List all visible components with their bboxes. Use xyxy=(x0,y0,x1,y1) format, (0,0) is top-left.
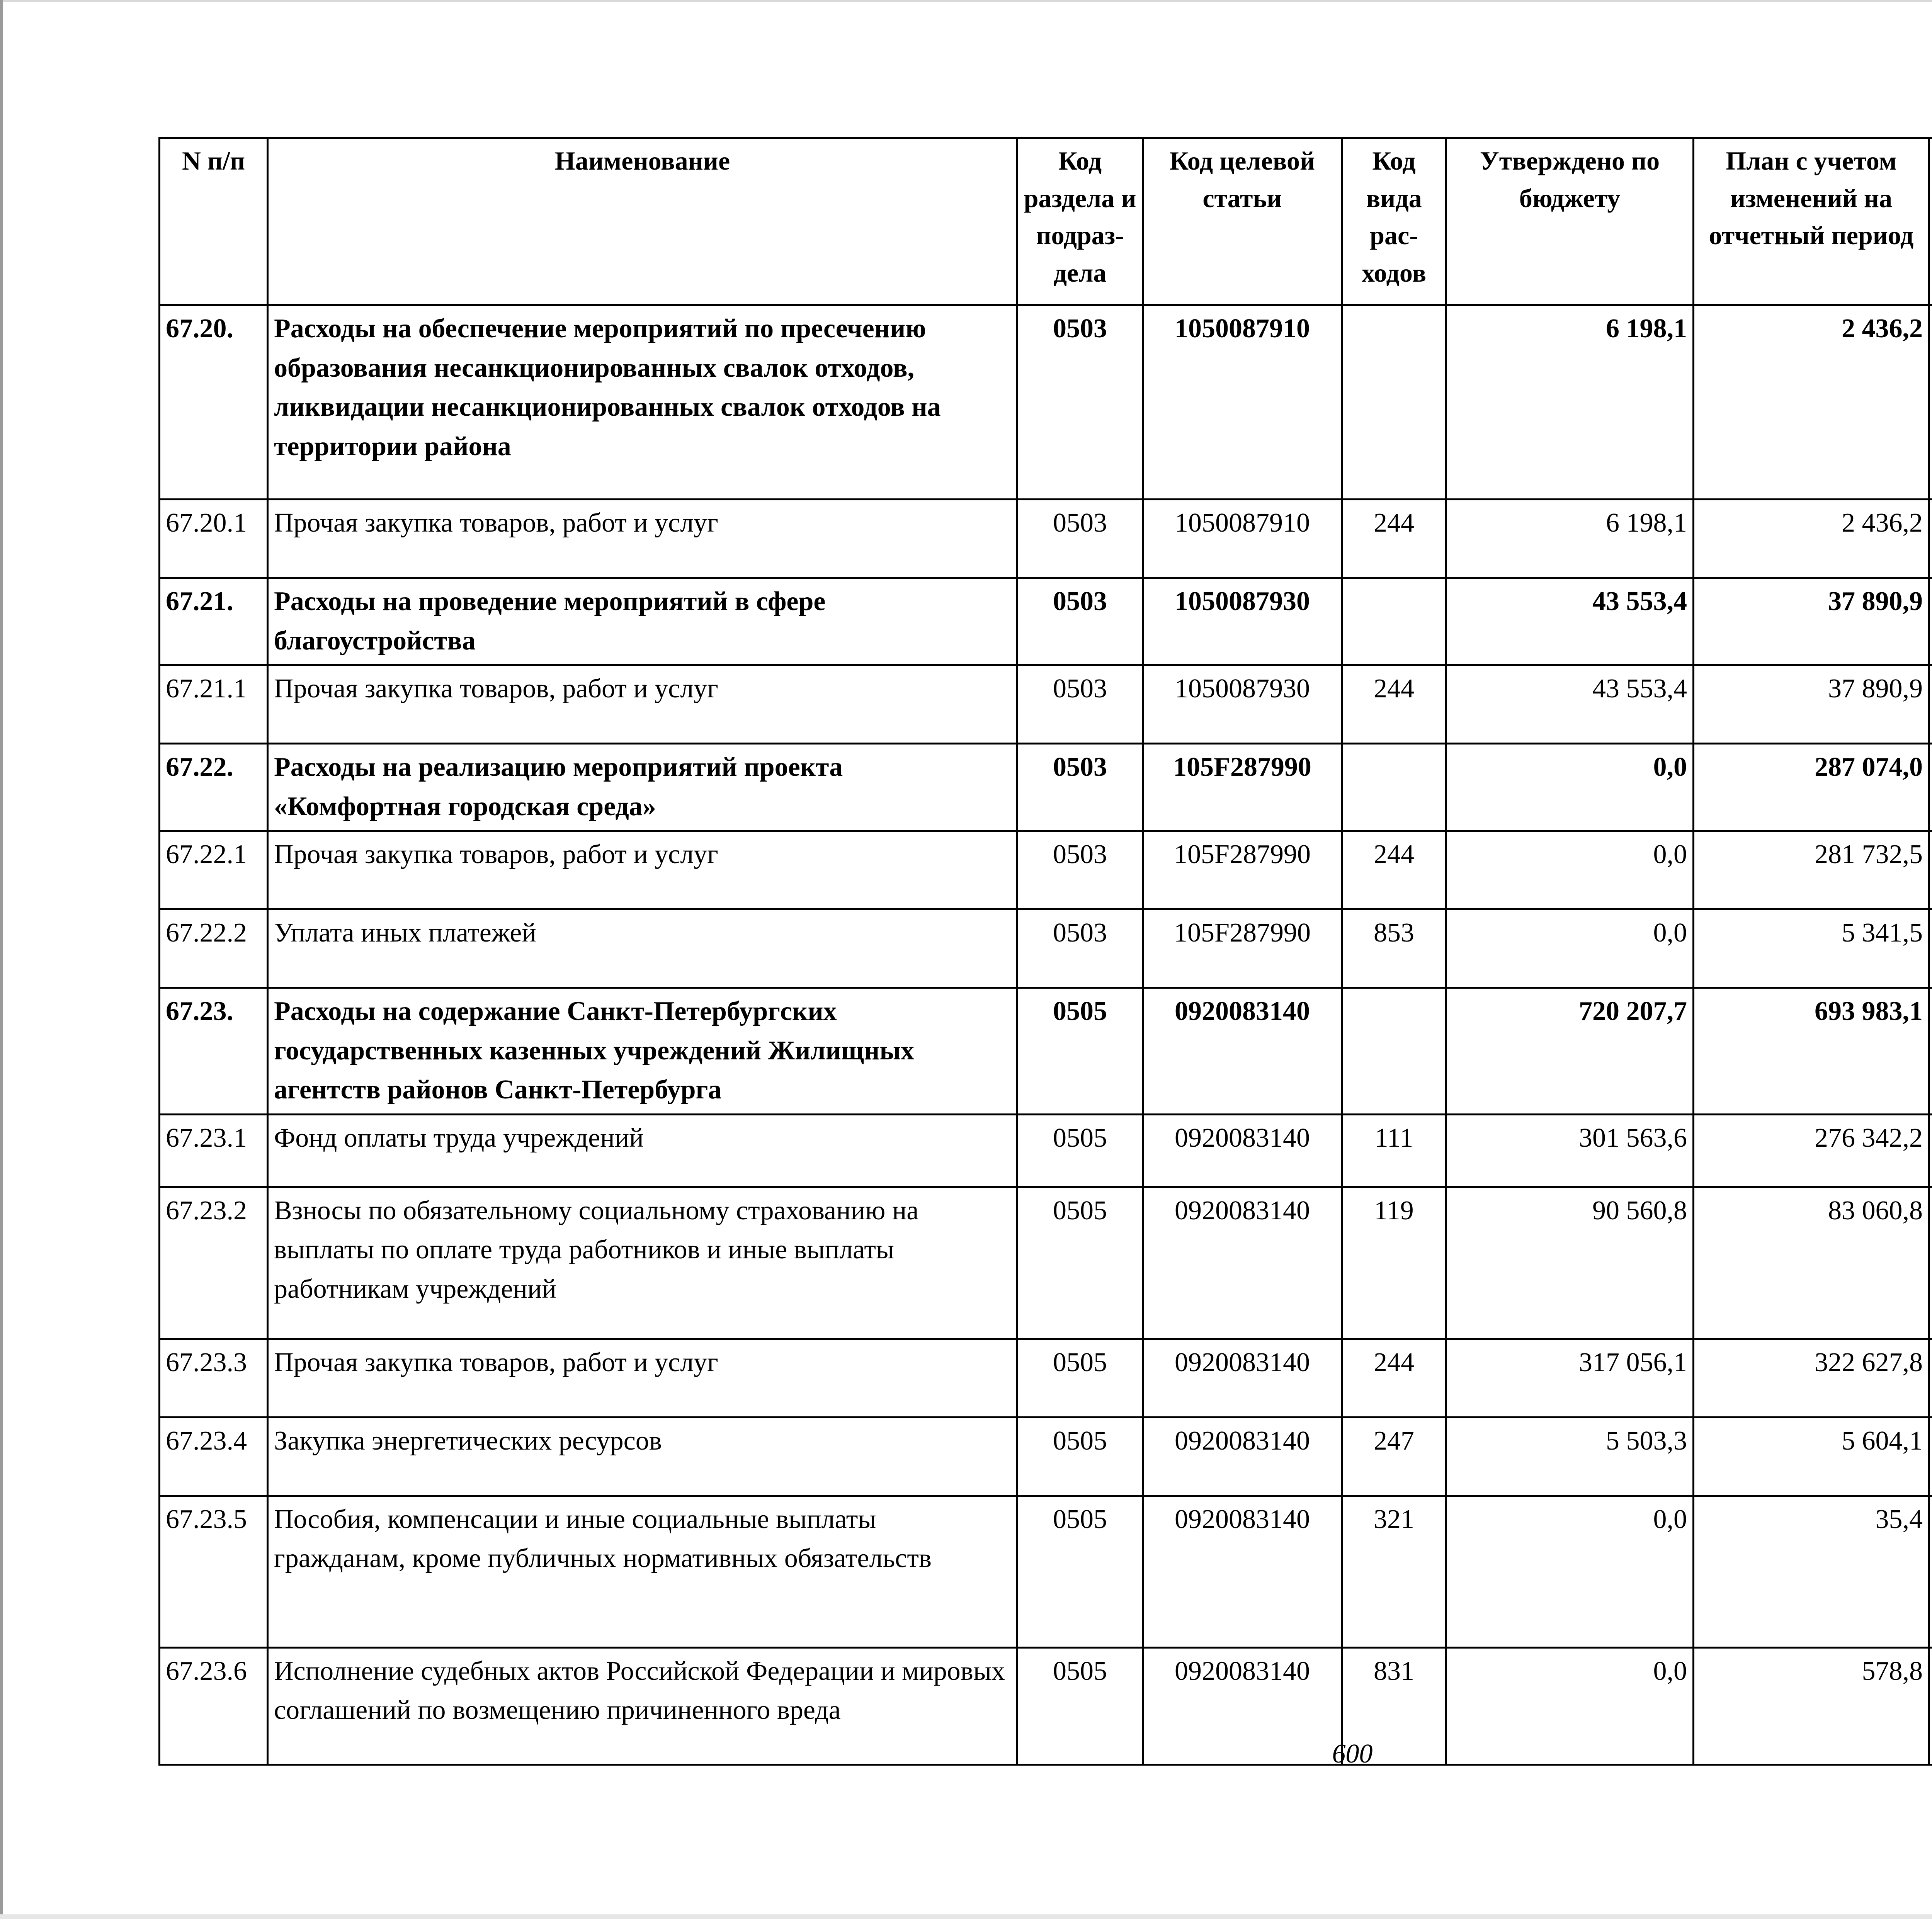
table-row xyxy=(160,909,1932,988)
row-index: 67.22.1 xyxy=(160,831,268,909)
scan-edge-left xyxy=(0,0,3,1919)
row-plan: 276 342,2 xyxy=(1694,1114,1929,1187)
row-section-code: 0503 xyxy=(1017,665,1143,744)
row-kind-code: 244 xyxy=(1342,831,1446,909)
row-target-code: 1050087930 xyxy=(1143,578,1342,665)
row-approved: 5 503,3 xyxy=(1446,1417,1694,1496)
row-executed xyxy=(1929,1647,1932,1764)
header-target-code: Код целевой статьи xyxy=(1143,138,1342,305)
row-name: Прочая закупка товаров, работ и услуг xyxy=(268,500,1017,578)
row-name: Прочая закупка товаров, работ и услуг xyxy=(268,831,1017,909)
table-row xyxy=(160,1114,1932,1187)
row-kind-code: 244 xyxy=(1342,665,1446,744)
table-body xyxy=(160,305,1932,1765)
table-row xyxy=(160,578,1932,665)
row-target-code: 105F287990 xyxy=(1143,831,1342,909)
table-row xyxy=(160,1417,1932,1496)
row-plan: 693 983,1 xyxy=(1694,988,1929,1115)
row-kind-code: 321 xyxy=(1342,1496,1446,1647)
row-executed xyxy=(1929,831,1932,909)
row-index: 67.21. xyxy=(160,578,268,665)
row-executed xyxy=(1929,988,1932,1115)
row-index: 67.21.1 xyxy=(160,665,268,744)
row-kind-code xyxy=(1342,305,1446,500)
row-target-code: 0920083140 xyxy=(1143,1114,1342,1187)
row-approved: 6 198,1 xyxy=(1446,500,1694,578)
header-plan: План с учетом изменений на отчетный период xyxy=(1694,138,1929,305)
row-plan: 35,4 xyxy=(1694,1496,1929,1647)
row-plan: 322 627,8 xyxy=(1694,1339,1929,1417)
row-approved: 0,0 xyxy=(1446,744,1694,831)
row-plan: 37 890,9 xyxy=(1694,578,1929,665)
row-target-code: 1050087910 xyxy=(1143,305,1342,500)
row-index: 67.22. xyxy=(160,744,268,831)
row-target-code: 1050087930 xyxy=(1143,665,1342,744)
row-approved: 6 198,1 xyxy=(1446,305,1694,500)
row-name: Закупка энергетических ресурсов xyxy=(268,1417,1017,1496)
row-approved: 0,0 xyxy=(1446,1496,1694,1647)
page-number: 600 xyxy=(1332,1739,1373,1769)
row-target-code: 1050087910 xyxy=(1143,500,1342,578)
row-target-code: 0920083140 xyxy=(1143,1339,1342,1417)
row-section-code: 0505 xyxy=(1017,1339,1143,1417)
row-kind-code: 111 xyxy=(1342,1114,1446,1187)
header-expense-kind-code: Код вида рас-ходов xyxy=(1342,138,1446,305)
table-row xyxy=(160,1496,1932,1647)
row-executed xyxy=(1929,500,1932,578)
row-kind-code: 244 xyxy=(1342,1339,1446,1417)
header-executed xyxy=(1929,138,1932,305)
row-executed xyxy=(1929,1417,1932,1496)
row-approved: 301 563,6 xyxy=(1446,1114,1694,1187)
row-executed xyxy=(1929,1496,1932,1647)
row-name: Расходы на проведение мероприятий в сфере благоустройства xyxy=(268,578,1017,665)
row-executed xyxy=(1929,1339,1932,1417)
table-row xyxy=(160,1187,1932,1339)
row-name: Пособия, компенсации и иные социальные выплаты гражданам, кроме публичных нормативных обязательств xyxy=(268,1496,1017,1647)
row-section-code: 0505 xyxy=(1017,1647,1143,1764)
row-kind-code: 853 xyxy=(1342,909,1446,988)
row-target-code: 105F287990 xyxy=(1143,744,1342,831)
row-index: 67.23.2 xyxy=(160,1187,268,1339)
row-section-code: 0505 xyxy=(1017,988,1143,1115)
header-name: Наименование xyxy=(268,138,1017,305)
row-section-code: 0505 xyxy=(1017,1496,1143,1647)
row-target-code: 0920083140 xyxy=(1143,1187,1342,1339)
row-executed xyxy=(1929,1114,1932,1187)
row-index: 67.20.1 xyxy=(160,500,268,578)
row-kind-code xyxy=(1342,988,1446,1115)
row-name: Прочая закупка товаров, работ и услуг xyxy=(268,1339,1017,1417)
row-executed xyxy=(1929,744,1932,831)
row-section-code: 0505 xyxy=(1017,1114,1143,1187)
row-approved: 43 553,4 xyxy=(1446,665,1694,744)
row-plan: 578,8 xyxy=(1694,1647,1929,1764)
table-row xyxy=(160,831,1932,909)
row-target-code: 0920083140 xyxy=(1143,988,1342,1115)
row-kind-code: 831 xyxy=(1342,1647,1446,1764)
row-section-code: 0503 xyxy=(1017,831,1143,909)
row-approved: 43 553,4 xyxy=(1446,578,1694,665)
header-approved: Утверждено по бюджету xyxy=(1446,138,1694,305)
row-executed xyxy=(1929,1187,1932,1339)
row-target-code: 0920083140 xyxy=(1143,1647,1342,1764)
header-section-code: Код раздела и подраз-дела xyxy=(1017,138,1143,305)
row-kind-code xyxy=(1342,744,1446,831)
row-plan: 83 060,8 xyxy=(1694,1187,1929,1339)
row-plan: 287 074,0 xyxy=(1694,744,1929,831)
row-name: Расходы на реализацию мероприятий проекта «Комфортная городская среда» xyxy=(268,744,1017,831)
row-name: Расходы на обеспечение мероприятий по пресечению образования несанкционированных свалок отходов, ликвидации несанкционированных свалок отходов на территории района xyxy=(268,305,1017,500)
row-approved: 0,0 xyxy=(1446,909,1694,988)
table-row xyxy=(160,744,1932,831)
row-kind-code xyxy=(1342,578,1446,665)
row-index: 67.23.1 xyxy=(160,1114,268,1187)
row-target-code: 105F287990 xyxy=(1143,909,1342,988)
row-target-code: 0920083140 xyxy=(1143,1417,1342,1496)
row-plan: 2 436,2 xyxy=(1694,500,1929,578)
scan-edge-top xyxy=(0,0,1932,2)
row-name: Фонд оплаты труда учреждений xyxy=(268,1114,1017,1187)
row-plan: 2 436,2 xyxy=(1694,305,1929,500)
row-section-code: 0505 xyxy=(1017,1187,1143,1339)
header-index: N п/п xyxy=(160,138,268,305)
scan-edge-bottom xyxy=(0,1914,1932,1919)
row-index: 67.20. xyxy=(160,305,268,500)
row-name: Прочая закупка товаров, работ и услуг xyxy=(268,665,1017,744)
row-index: 67.23. xyxy=(160,988,268,1115)
row-kind-code: 244 xyxy=(1342,500,1446,578)
row-name: Взносы по обязательному социальному страхованию на выплаты по оплате труда работников и иные выплаты работникам учреждений xyxy=(268,1187,1017,1339)
row-approved: 0,0 xyxy=(1446,1647,1694,1764)
row-approved: 0,0 xyxy=(1446,831,1694,909)
row-executed xyxy=(1929,665,1932,744)
row-executed xyxy=(1929,578,1932,665)
row-name: Исполнение судебных актов Российской Федерации и мировых соглашений по возмещению причиненного вреда xyxy=(268,1647,1017,1764)
table-header xyxy=(160,138,1932,305)
table-row xyxy=(160,1339,1932,1417)
row-kind-code: 119 xyxy=(1342,1187,1446,1339)
row-approved: 317 056,1 xyxy=(1446,1339,1694,1417)
row-approved: 720 207,7 xyxy=(1446,988,1694,1115)
row-section-code: 0503 xyxy=(1017,744,1143,831)
row-index: 67.23.4 xyxy=(160,1417,268,1496)
row-plan: 5 604,1 xyxy=(1694,1417,1929,1496)
row-target-code: 0920083140 xyxy=(1143,1496,1342,1647)
table-row xyxy=(160,665,1932,744)
row-index: 67.23.5 xyxy=(160,1496,268,1647)
row-name: Уплата иных платежей xyxy=(268,909,1017,988)
row-executed xyxy=(1929,305,1932,500)
row-plan: 37 890,9 xyxy=(1694,665,1929,744)
row-index: 67.22.2 xyxy=(160,909,268,988)
row-name: Расходы на содержание Санкт-Петербургских государственных казенных учреждений Жилищных агентств районов Санкт-Петербурга xyxy=(268,988,1017,1115)
table-row xyxy=(160,988,1932,1115)
row-section-code: 0503 xyxy=(1017,500,1143,578)
table-row xyxy=(160,305,1932,500)
row-section-code: 0503 xyxy=(1017,305,1143,500)
row-section-code: 0503 xyxy=(1017,578,1143,665)
row-index: 67.23.3 xyxy=(160,1339,268,1417)
row-approved: 90 560,8 xyxy=(1446,1187,1694,1339)
table-row xyxy=(160,500,1932,578)
row-executed xyxy=(1929,909,1932,988)
row-index: 67.23.6 xyxy=(160,1647,268,1764)
budget-execution-table xyxy=(158,137,1932,1766)
row-plan: 281 732,5 xyxy=(1694,831,1929,909)
row-kind-code: 247 xyxy=(1342,1417,1446,1496)
row-plan: 5 341,5 xyxy=(1694,909,1929,988)
row-section-code: 0505 xyxy=(1017,1417,1143,1496)
row-section-code: 0503 xyxy=(1017,909,1143,988)
table-row xyxy=(160,1647,1932,1764)
